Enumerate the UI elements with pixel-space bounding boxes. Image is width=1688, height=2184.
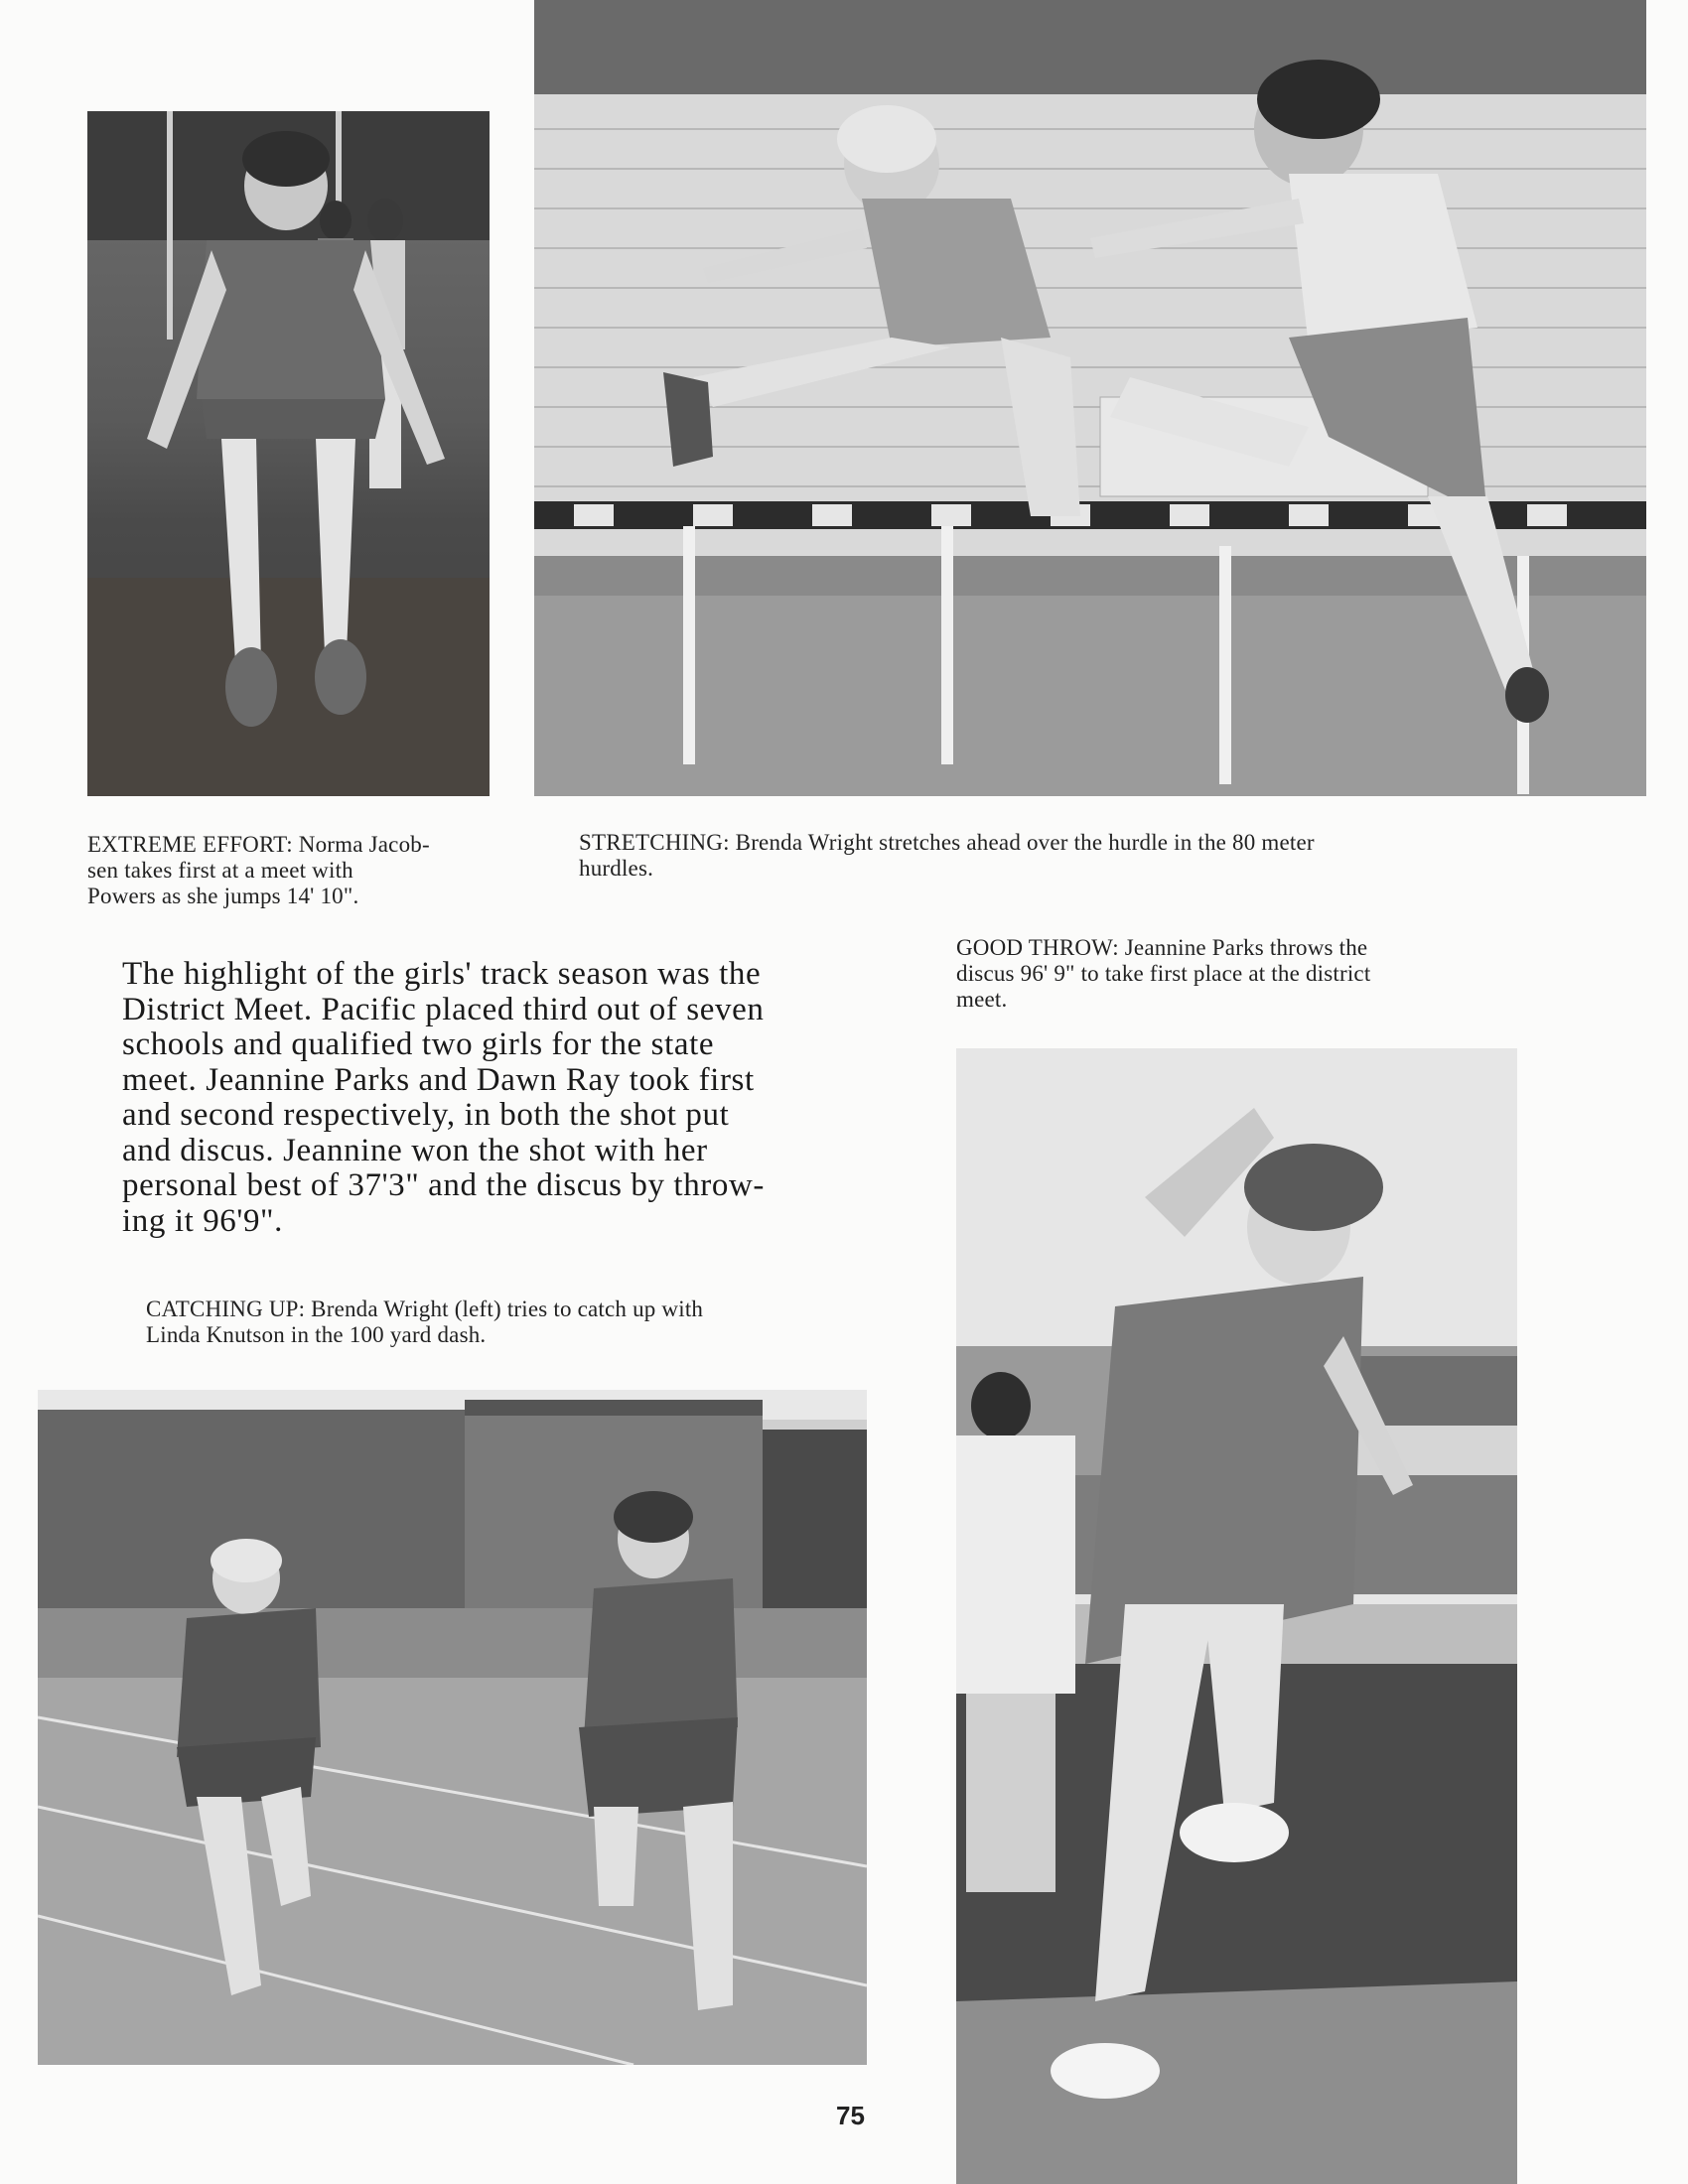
photo-discus [956, 1048, 1517, 2184]
page-number: 75 [836, 2101, 865, 2130]
discus-image [956, 1048, 1517, 2184]
photo-dash [38, 1390, 867, 2065]
caption-extreme-effort: EXTREME EFFORT: Norma Jacob- sen takes first at a meet with Powers as she jumps 14' 10". [87, 832, 430, 908]
hurdles-image [534, 0, 1646, 796]
caption-catching-up: CATCHING UP: Brenda Wright (left) tries to catch up with Linda Knutson in the 100 yard dash. [146, 1297, 704, 1347]
photo-long-jump [87, 111, 490, 796]
caption-good-throw: GOOD THROW: Jeannine Parks throws the discus 96' 9" to take first place at the district meet. [956, 935, 1371, 1012]
caption-stretching: STRETCHING: Brenda Wright stretches ahead over the hurdle in the 80 meter hurdles. [579, 830, 1315, 881]
long-jump-image [87, 111, 490, 796]
article-body: The highlight of the girls' track season was the District Meet. Pacific placed third out of seven schools and qualified two girls for the state meet. Jeannine Parks and Dawn Ray took first and second respectively, in both the shot put and discus. Jeannine won the shot with her personal best of 37'3" and the discus by throw- ing it 96'9". [122, 956, 765, 1239]
photo-hurdles [534, 0, 1646, 796]
dash-image [38, 1390, 867, 2065]
